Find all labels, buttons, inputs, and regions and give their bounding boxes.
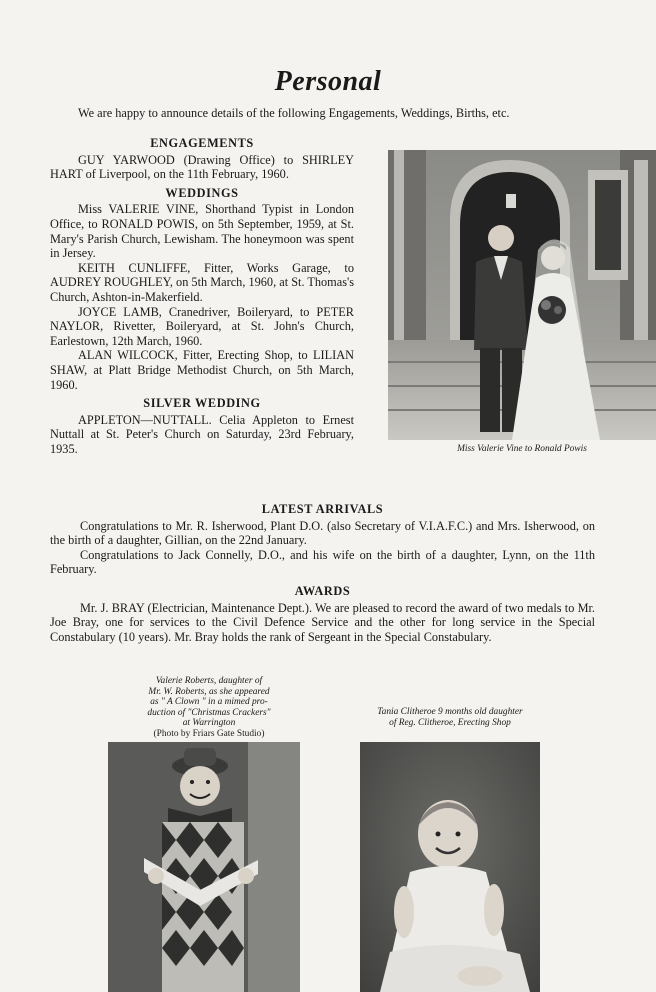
caption-line: Mr. W. Roberts, as she appeared [148,686,270,697]
silver-wedding-entry: APPLETON—NUTTALL. Celia Appleton to Ernest Nuttall at St. Peter's Church on Saturday, 23rd February, 1935. [50,412,354,456]
award-entry: Mr. J. BRAY (Electrician, Maintenance Dept.). We are pleased to record the award of two medals to Mr. Joe Bray, one for services to the Civil Defence Service and the other for long service in the Special Constabulary (10 years). Mr. Bray holds the rank of Sergeant in the Special Constabulary. [50,600,595,644]
silver-wedding-section [50,396,354,456]
caption-line: Valerie Roberts, daughter of [155,676,263,686]
wedding-entry: JOYCE LAMB, Cranedriver, Boileryard, to PETER NAYLOR, Rivetter, Boileryard, at St. John's Church, Earlestown, 12th March, 1960. [50,304,354,348]
wedding-entry: KEITH CUNLIFFE, Fitter, Works Garage, to AUDREY ROUGHLEY, on 5th March, 1960, at St. Thomas's Church, Ashton-in-Makerfield. [50,260,354,304]
clown-photo-caption [98,676,320,739]
engagements-heading: ENGAGEMENTS [150,136,254,150]
clown-photo [108,742,300,992]
caption-line: Miss Valerie Vine to Ronald Powis [457,444,587,454]
latest-arrivals-section [50,502,595,577]
baby-photo-caption [335,707,565,728]
wedding-photo-image [388,150,656,440]
silver-wedding-heading: SILVER WEDDING [143,396,261,411]
left-column [50,136,354,456]
caption-line: duction of "Christmas Crackers" [147,707,271,718]
wedding-entry: ALAN WILCOCK, Fitter, Erecting Shop, to LILIAN SHAW, at Platt Bridge Methodist Church, on 5th March, 1960. [50,348,354,392]
awards-heading: AWARDS [294,584,351,598]
caption-line: of Reg. Clitheroe, Erecting Shop [389,717,511,728]
clown-photo-image [108,742,300,992]
awards-section [50,584,595,644]
wedding-photo-caption [388,444,656,455]
caption-line: at Warrington [182,718,236,728]
photo-credit: (Photo by Friars Gate Studio) [153,728,265,739]
arrival-entry: Congratulations to Jack Connelly, D.O., and his wife on the birth of a daughter, Lynn, on the 11th February. [50,547,595,577]
baby-photo-image [360,742,540,992]
wedding-entry: Miss VALERIE VINE, Shorthand Typist in London Office, to RONALD POWIS, on 5th September, 1959, at St. Mary's Parish Church, Lewisham. The honeymoon was spent in Jersey. [50,202,354,261]
caption-line: Tania Clitheroe 9 months old daughter [377,707,523,717]
engagement-entry: GUY YARWOOD (Drawing Office) to SHIRLEY HART of Liverpool, on the 11th February, 1960. [50,152,354,182]
weddings-heading: WEDDINGS [165,185,239,200]
weddings-section [50,186,354,392]
engagements-section [50,136,354,182]
intro-paragraph: We are happy to announce details of the following Engagements, Weddings, Births, etc. [78,106,510,120]
arrival-entry: Congratulations to Mr. R. Isherwood, Plant D.O. (also Secretary of V.I.A.F.C.) and Mrs. Isherwood, on the birth of a daughter, Gillian, on the 22nd January. [50,518,595,548]
wedding-photo [388,150,656,440]
page-title: Personal [274,66,382,97]
intro-text [50,106,595,121]
baby-photo [360,742,540,992]
caption-line: as " A Clown " in a mimed pro- [150,697,268,707]
latest-arrivals-heading: LATEST ARRIVALS [261,502,384,516]
